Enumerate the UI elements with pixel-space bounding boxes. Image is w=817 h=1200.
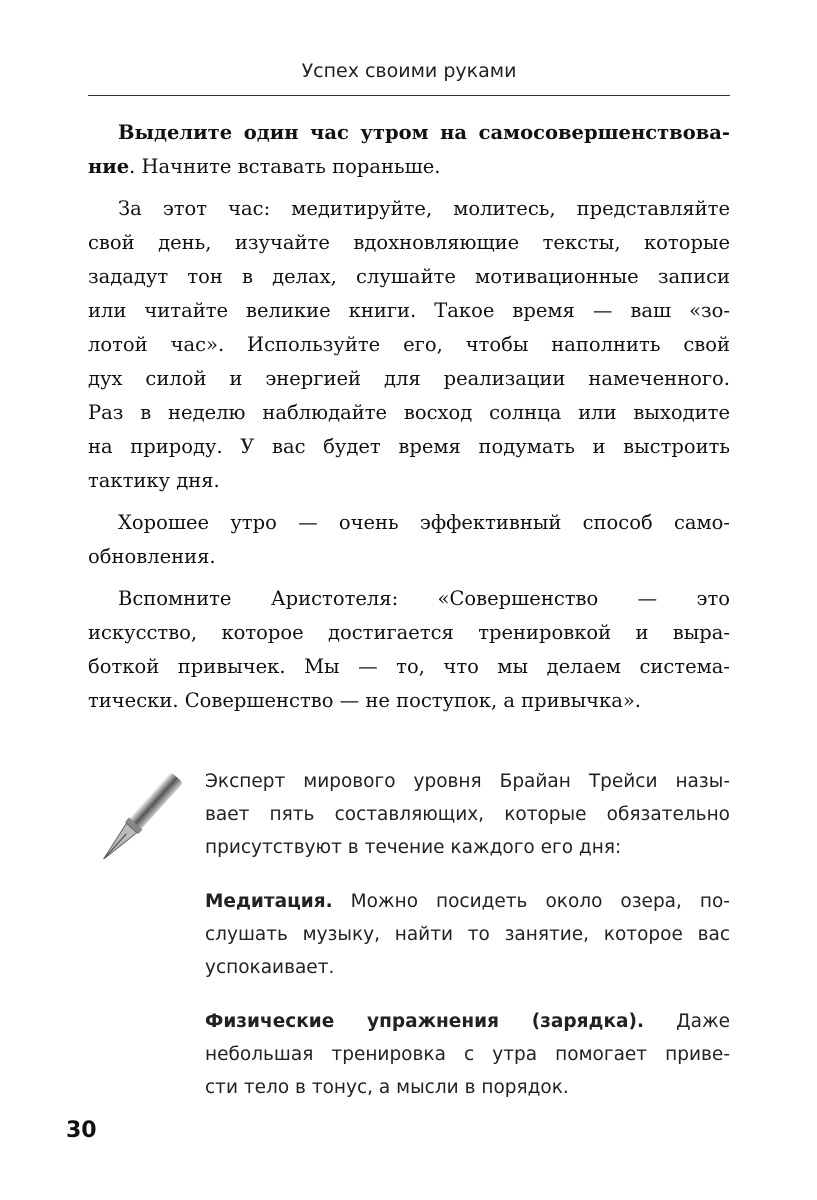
line-text: на природу. У вас будет время подумать и выстроить [88,435,730,458]
text-line [88,362,730,396]
text-line [205,831,730,864]
bold-lead: Медитация. [205,891,333,912]
line-text: искусство, которое достигается тренировкой и выра- [88,621,730,644]
text-line [205,798,730,831]
line-text: вает пять составляющих, которые обязательно [205,804,730,825]
text-line [205,951,730,984]
running-header: Успех своими руками [301,60,517,82]
line-text: За этот час: медитируйте, молитесь, представляйте [118,197,730,220]
line-text: присутствуют в течение каждого его дня: [205,837,622,858]
paragraph [205,1005,730,1104]
line-text: лотой час». Используйте его, чтобы наполнить свой [88,333,730,356]
line-text: сти тело в тонус, а мысли в порядок. [205,1077,569,1098]
paragraph [88,192,730,498]
text-line [205,918,730,951]
bold-lead: ние [88,155,130,178]
main-text [88,116,730,726]
bold-lead: Выделите один час утром на самосовершенствова- [118,121,730,144]
text-line [88,582,730,616]
bold-lead: Физические упражнения (зарядка). [205,1011,644,1032]
text-line [88,116,730,150]
text-line [88,328,730,362]
line-text: зададут тон в делах, слушайте мотивационные записи [88,265,730,288]
text-line [88,464,730,498]
text-line [205,1071,730,1104]
fountain-pen-icon [82,772,192,872]
line-text: свой день, изучайте вдохновляющие тексты, которые [88,231,730,254]
line-text: боткой привычек. Мы — то, что мы делаем система- [88,655,730,678]
line-text: небольшая тренировка с утра помогает приве- [205,1044,730,1065]
line-text: . Начните вставать пораньше. [129,155,441,178]
line-text: дух силой и энергией для реализации намеченного. [88,367,730,390]
line-text: Можно посидеть около озера, по- [332,891,730,912]
text-line [88,506,730,540]
sidebar-note [205,765,730,1125]
line-text: слушать музыку, найти то занятие, которое вас [205,924,730,945]
text-line [88,192,730,226]
line-text: Вспомните Аристотеля: «Совершенство — это [118,587,730,610]
line-text: Эксперт мирового уровня Брайан Трейси назы- [205,771,730,792]
text-line [205,1038,730,1071]
paragraph [88,582,730,718]
text-line [88,616,730,650]
line-text: или читайте великие книги. Такое время — ваш «зо- [88,299,730,322]
text-line [88,150,730,184]
line-text: Раз в неделю наблюдайте восход солнца или выходите [88,401,730,424]
text-line [88,226,730,260]
text-line [205,765,730,798]
paragraph [88,506,730,574]
text-line [88,260,730,294]
line-text: тактику дня. [88,469,220,492]
text-line [88,684,730,718]
text-line [205,1005,730,1038]
line-text: Хорошее утро — очень эффективный способ само- [118,511,730,534]
line-text: успокаивает. [205,957,335,978]
paragraph [88,116,730,184]
text-line [205,885,730,918]
header-rule [88,95,730,96]
text-line [88,650,730,684]
page-number: 30 [66,1118,97,1143]
paragraph [205,765,730,864]
line-text: тически. Совершенство — не поступок, а привычка». [88,689,641,712]
text-line [88,540,730,574]
text-line [88,430,730,464]
line-text: обновления. [88,545,216,568]
text-line [88,396,730,430]
text-line [88,294,730,328]
paragraph [205,885,730,984]
line-text: Даже [643,1011,730,1032]
